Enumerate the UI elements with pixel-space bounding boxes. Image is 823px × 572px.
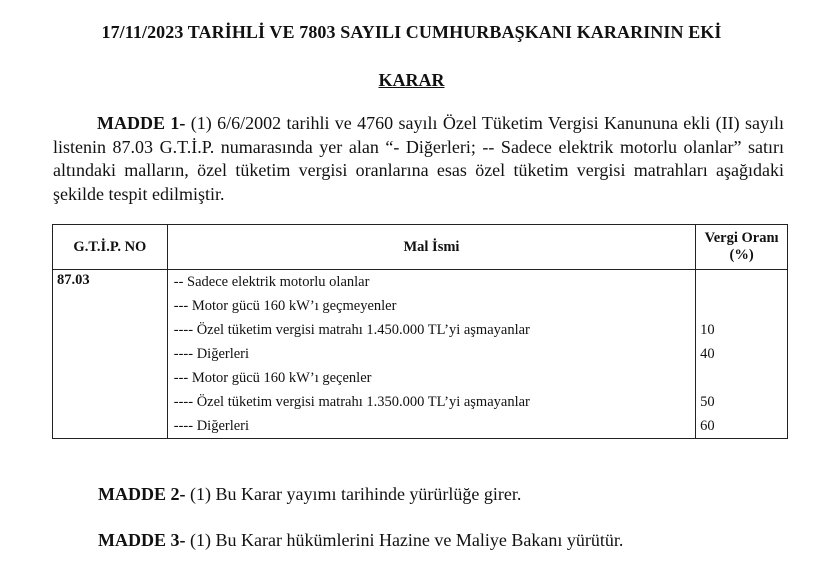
vergi-orani-cell: [696, 270, 788, 439]
oran-line: 50: [700, 394, 715, 410]
oran-line: 40: [700, 346, 715, 362]
gtip-number-cell: 87.03: [53, 270, 168, 439]
mal-line: ---- Özel tüketim vergisi matrahı 1.450.000 TL’yi aşmayanlar: [173, 322, 530, 338]
mal-line: ---- Diğerleri: [173, 418, 250, 434]
karar-heading: KARAR: [378, 70, 445, 90]
header-vergi-orani-line2: (%): [729, 247, 754, 263]
mal-line: --- Motor gücü 160 kW’ı geçenler: [173, 370, 372, 386]
header-mal-ismi: Mal İsmi: [167, 225, 695, 270]
article-1-label: MADDE 1-: [97, 113, 186, 133]
table-header-row: [53, 225, 788, 270]
oran-line: 60: [700, 418, 715, 434]
header-vergi-orani: [696, 225, 788, 270]
tax-rate-table: [52, 224, 788, 439]
article-2-text: (1) Bu Karar yayımı tarihinde yürürlüğe girer.: [190, 484, 522, 504]
mal-line: ---- Diğerleri: [173, 346, 250, 362]
mal-line: -- Sadece elektrik motorlu olanlar: [173, 274, 370, 290]
oran-line: [696, 294, 787, 318]
article-3-label: MADDE 3-: [98, 530, 186, 550]
oran-line: [696, 366, 787, 390]
article-1-text: (1) 6/6/2002 tarihli ve 4760 sayılı Özel Tüketim Vergisi Kanununa ekli (II) sayılı listenin 87.03 G.T.İ.P. numarasında yer alan “- Diğerleri; -- Sadece elektrik motorlu olanlar” satırı altındaki malların, özel tüketim vergisi oranlarına esas özel tüketim vergisi matrahları aşağıdaki şekilde tespit edilmiştir.: [53, 113, 785, 204]
oran-line: [696, 270, 787, 294]
article-3-text: (1) Bu Karar hükümlerini Hazine ve Maliye Bakanı yürütür.: [190, 530, 624, 550]
table-row: [53, 270, 788, 439]
oran-line: 10: [700, 322, 715, 338]
mal-line: --- Motor gücü 160 kW’ı geçmeyenler: [173, 298, 397, 314]
header-vergi-orani-line1: Vergi Oranı: [704, 230, 779, 246]
mal-ismi-cell: [167, 270, 695, 439]
article-2-label: MADDE 2-: [98, 484, 186, 504]
article-3: [98, 530, 623, 551]
mal-line: ---- Özel tüketim vergisi matrahı 1.350.000 TL’yi aşmayanlar: [173, 394, 530, 410]
header-gtip-no: G.T.İ.P. NO: [53, 225, 168, 270]
article-1: [53, 112, 784, 206]
document-title: 17/11/2023 TARİHLİ VE 7803 SAYILI CUMHURBAŞKANI KARARININ EKİ: [101, 22, 722, 42]
article-2: [98, 484, 521, 505]
